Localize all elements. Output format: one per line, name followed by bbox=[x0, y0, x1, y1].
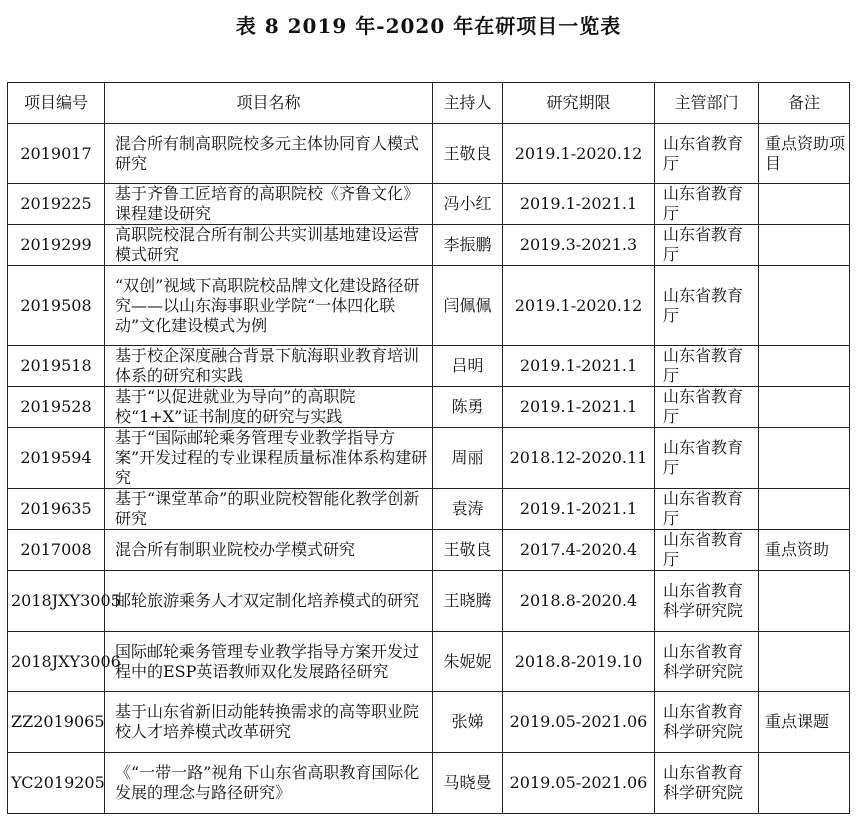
cell-period: 2018.8-2019.10 bbox=[503, 632, 655, 692]
table-row bbox=[8, 184, 850, 225]
cell-note bbox=[759, 571, 850, 632]
cell-name: 邮轮旅游乘务人才双定制化培养模式的研究 bbox=[105, 571, 433, 632]
cell-host: 吕明 bbox=[433, 346, 503, 387]
cell-name: 基于山东省新旧动能转换需求的高等职业院校人才培养模式改革研究 bbox=[105, 692, 433, 753]
header-code: 项目编号 bbox=[8, 83, 105, 124]
cell-code: 2019635 bbox=[8, 489, 105, 530]
cell-name: 基于齐鲁工匠培育的高职院校《齐鲁文化》课程建设研究 bbox=[105, 184, 433, 225]
cell-host: 袁涛 bbox=[433, 489, 503, 530]
header-period: 研究期限 bbox=[503, 83, 655, 124]
cell-name: 国际邮轮乘务管理专业教学指导方案开发过程中的ESP英语教师双化发展路径研究 bbox=[105, 632, 433, 692]
cell-period: 2018.8-2020.4 bbox=[503, 571, 655, 632]
cell-period: 2019.05-2021.06 bbox=[503, 692, 655, 753]
cell-note bbox=[759, 346, 850, 387]
table-body bbox=[8, 124, 850, 814]
cell-host: 王敬良 bbox=[433, 124, 503, 184]
table-row bbox=[8, 530, 850, 571]
cell-dept: 山东省教育科学研究院 bbox=[655, 753, 759, 814]
cell-period: 2019.1-2021.1 bbox=[503, 184, 655, 225]
cell-note bbox=[759, 489, 850, 530]
cell-code: 2019508 bbox=[8, 266, 105, 346]
cell-dept: 山东省教育厅 bbox=[655, 346, 759, 387]
cell-note bbox=[759, 632, 850, 692]
cell-period: 2019.1-2021.1 bbox=[503, 346, 655, 387]
cell-host: 李振鹏 bbox=[433, 225, 503, 266]
cell-note: 重点资助项目 bbox=[759, 124, 850, 184]
table-row bbox=[8, 632, 850, 692]
cell-dept: 山东省教育厅 bbox=[655, 124, 759, 184]
cell-name: 基于校企深度融合背景下航海职业教育培训体系的研究和实践 bbox=[105, 346, 433, 387]
cell-dept: 山东省教育厅 bbox=[655, 266, 759, 346]
cell-note bbox=[759, 428, 850, 489]
cell-code: ZZ2019065 bbox=[8, 692, 105, 753]
cell-host: 张娣 bbox=[433, 692, 503, 753]
cell-dept: 山东省教育科学研究院 bbox=[655, 692, 759, 753]
cell-period: 2019.1-2020.12 bbox=[503, 266, 655, 346]
cell-host: 马晓曼 bbox=[433, 753, 503, 814]
document-title: 表 8 2019 年-2020 年在研项目一览表 bbox=[235, 14, 622, 38]
cell-dept: 山东省教育厅 bbox=[655, 530, 759, 571]
cell-period: 2019.1-2021.1 bbox=[503, 387, 655, 428]
cell-period: 2019.3-2021.3 bbox=[503, 225, 655, 266]
cell-host: 王晓腾 bbox=[433, 571, 503, 632]
cell-note bbox=[759, 753, 850, 814]
cell-period: 2019.05-2021.06 bbox=[503, 753, 655, 814]
table-row bbox=[8, 124, 850, 184]
cell-host: 陈勇 bbox=[433, 387, 503, 428]
cell-note bbox=[759, 387, 850, 428]
cell-code: YC2019205 bbox=[8, 753, 105, 814]
cell-name: 基于“以促进就业为导向”的高职院校“1+X”证书制度的研究与实践 bbox=[105, 387, 433, 428]
cell-code: 2017008 bbox=[8, 530, 105, 571]
cell-dept: 山东省教育科学研究院 bbox=[655, 571, 759, 632]
cell-host: 冯小红 bbox=[433, 184, 503, 225]
cell-period: 2017.4-2020.4 bbox=[503, 530, 655, 571]
cell-name: “双创”视域下高职院校品牌文化建设路径研究——以山东海事职业学院“一体四化联动”文化建设模式为例 bbox=[105, 266, 433, 346]
cell-dept: 山东省教育厅 bbox=[655, 428, 759, 489]
cell-name: 基于“课堂革命”的职业院校智能化教学创新研究 bbox=[105, 489, 433, 530]
header-dept: 主管部门 bbox=[655, 83, 759, 124]
cell-name: 高职院校混合所有制公共实训基地建设运营模式研究 bbox=[105, 225, 433, 266]
header-row bbox=[8, 83, 850, 124]
table-row bbox=[8, 571, 850, 632]
cell-dept: 山东省教育厅 bbox=[655, 387, 759, 428]
cell-dept: 山东省教育厅 bbox=[655, 489, 759, 530]
cell-code: 2019017 bbox=[8, 124, 105, 184]
cell-code: 2019299 bbox=[8, 225, 105, 266]
cell-host: 闫佩佩 bbox=[433, 266, 503, 346]
cell-note bbox=[759, 225, 850, 266]
cell-period: 2019.1-2020.12 bbox=[503, 124, 655, 184]
cell-note bbox=[759, 184, 850, 225]
cell-name: 《“一带一路”视角下山东省高职教育国际化发展的理念与路径研究》 bbox=[105, 753, 433, 814]
header-name: 项目名称 bbox=[105, 83, 433, 124]
cell-code: 2019518 bbox=[8, 346, 105, 387]
cell-host: 周丽 bbox=[433, 428, 503, 489]
cell-code: 2018JXY3006 bbox=[8, 632, 105, 692]
table-row bbox=[8, 428, 850, 489]
cell-dept: 山东省教育厅 bbox=[655, 184, 759, 225]
header-note: 备注 bbox=[759, 83, 850, 124]
table-row bbox=[8, 266, 850, 346]
table-row bbox=[8, 346, 850, 387]
table-header bbox=[8, 83, 850, 124]
header-host: 主持人 bbox=[433, 83, 503, 124]
cell-period: 2019.1-2021.1 bbox=[503, 489, 655, 530]
cell-name: 混合所有制高职院校多元主体协同育人模式研究 bbox=[105, 124, 433, 184]
table-row bbox=[8, 387, 850, 428]
cell-name: 混合所有制职业院校办学模式研究 bbox=[105, 530, 433, 571]
cell-code: 2019528 bbox=[8, 387, 105, 428]
cell-dept: 山东省教育厅 bbox=[655, 225, 759, 266]
table-row bbox=[8, 692, 850, 753]
cell-code: 2019225 bbox=[8, 184, 105, 225]
cell-code: 2018JXY3005 bbox=[8, 571, 105, 632]
cell-host: 王敬良 bbox=[433, 530, 503, 571]
cell-note: 重点资助 bbox=[759, 530, 850, 571]
cell-period: 2018.12-2020.11 bbox=[503, 428, 655, 489]
cell-name: 基于“国际邮轮乘务管理专业教学指导方案”开发过程的专业课程质量标准体系构建研究 bbox=[105, 428, 433, 489]
table-row bbox=[8, 489, 850, 530]
cell-note: 重点课题 bbox=[759, 692, 850, 753]
table-row bbox=[8, 753, 850, 814]
cell-host: 朱妮妮 bbox=[433, 632, 503, 692]
cell-dept: 山东省教育科学研究院 bbox=[655, 632, 759, 692]
cell-note bbox=[759, 266, 850, 346]
table-row bbox=[8, 225, 850, 266]
cell-code: 2019594 bbox=[8, 428, 105, 489]
projects-table bbox=[7, 82, 850, 814]
